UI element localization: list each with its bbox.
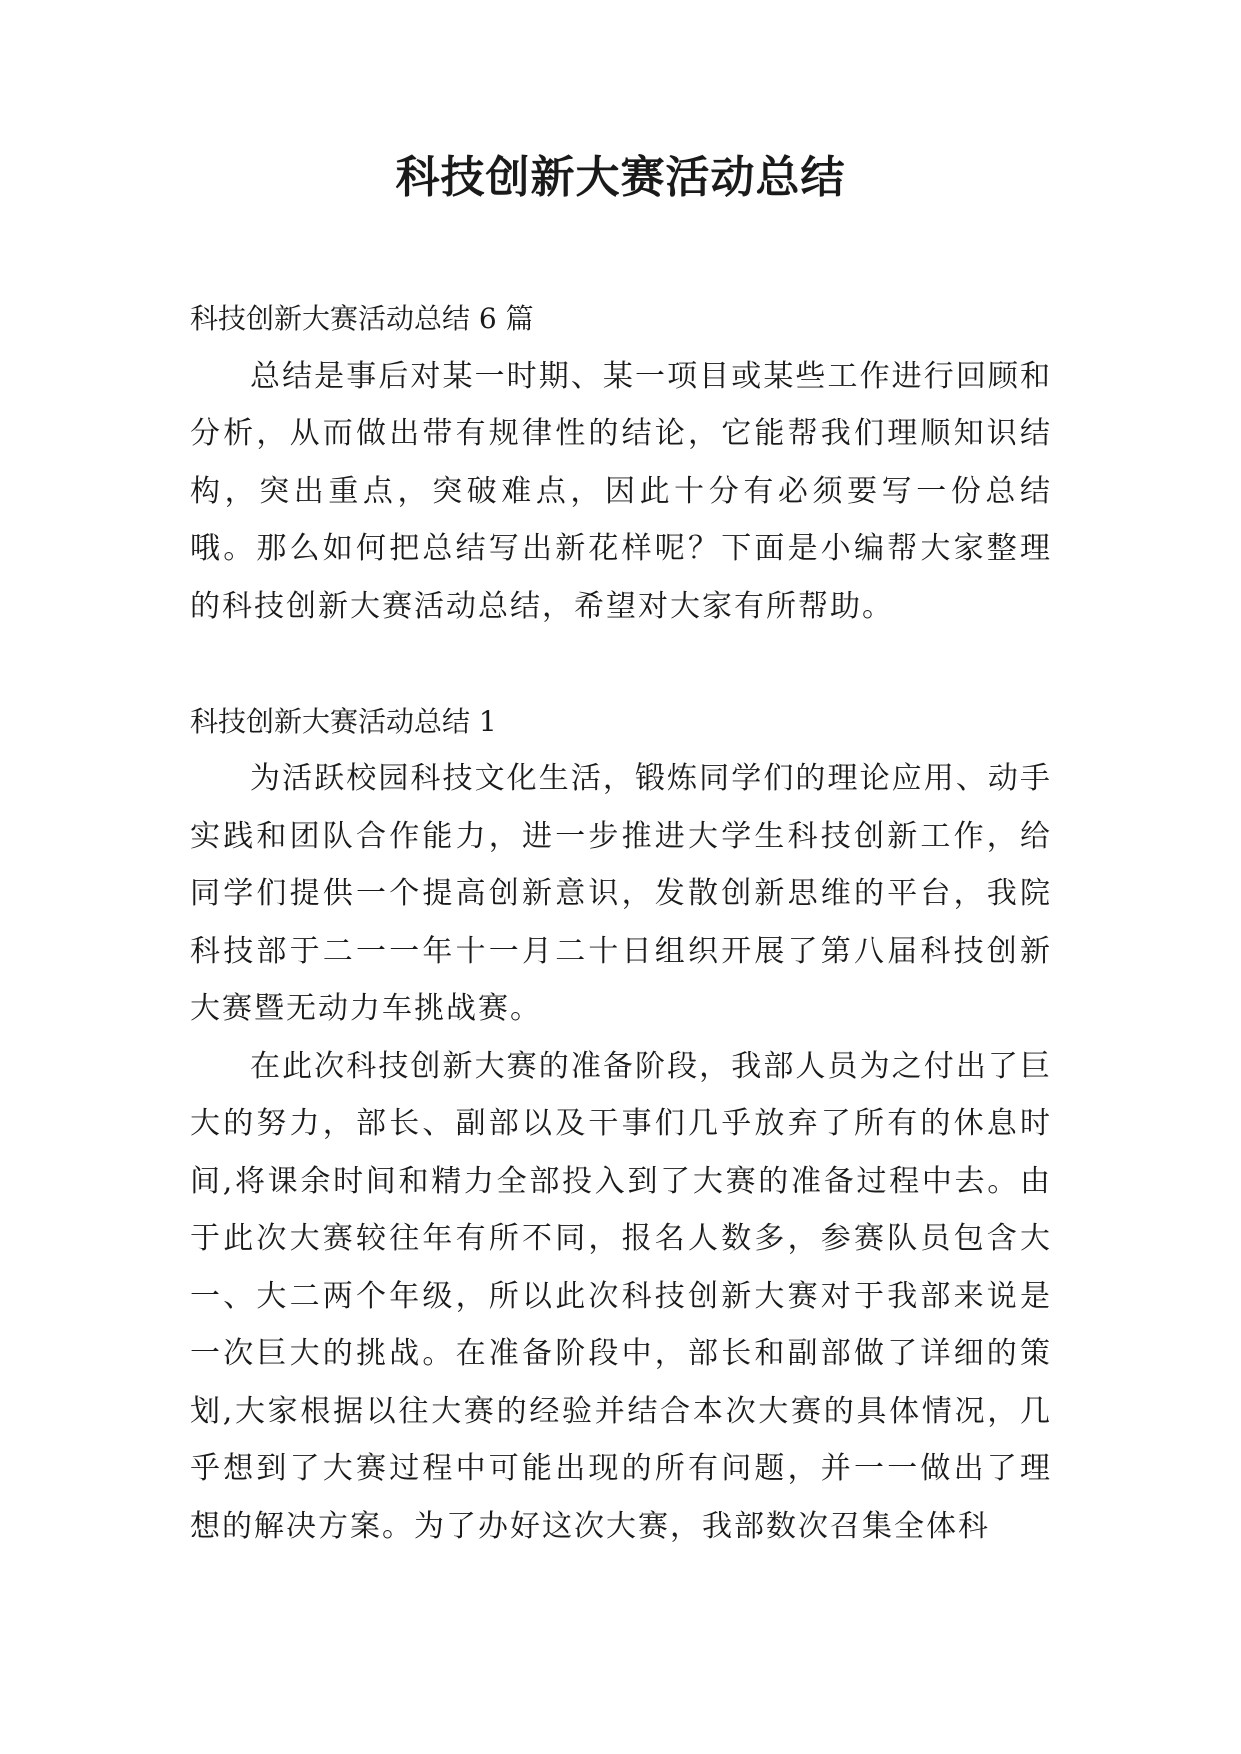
document-title: 科技创新大赛活动总结 <box>395 152 846 203</box>
intro-paragraph: 总结是事后对某一时期、某一项目或某些工作进行回顾和分析，从而做出带有规律性的结论，它能帮我们理顺知识结构，突出重点，突破难点，因此十分有必须要写一份总结哦。那么如何把总结写出新花样呢？下面是小编帮大家整理的科技创新大赛活动总结，希望对大家有所帮助。 <box>190 358 1052 624</box>
intro-heading: 科技创新大赛活动总结 6 篇 <box>190 302 534 335</box>
section-spacer <box>190 635 1052 693</box>
section-1-paragraph-2: 在此次科技创新大赛的准备阶段，我部人员为之付出了巨大的努力，部长、副部以及干事们几乎放弃了所有的休息时间,将课余时间和精力全部投入到了大赛的准备过程中去。由于此次大赛较往年有所不同，报名人数多，参赛队员包含大一、大二两个年级，所以此次科技创新大赛对于我部来说是一次巨大的挑战。在准备阶段中，部长和副部做了详细的策划,大家根据以往大赛的经验并结合本次大赛的具体情况，几乎想到了大赛过程中可能出现的所有问题，并一一做出了理想的解决方案。为了办好这次大赛，我部数次召集全体科 <box>190 1048 1052 1544</box>
section-1-paragraph-1: 为活跃校园科技文化生活，锻炼同学们的理论应用、动手实践和团队合作能力，进一步推进大学生科技创新工作，给同学们提供一个提高创新意识，发散创新思维的平台，我院科技部于二一一年十一月二十日组织开展了第八届科技创新大赛暨无动力车挑战赛。 <box>190 761 1052 1026</box>
section-1-heading: 科技创新大赛活动总结 1 <box>190 704 497 738</box>
document-body <box>190 290 1052 1555</box>
